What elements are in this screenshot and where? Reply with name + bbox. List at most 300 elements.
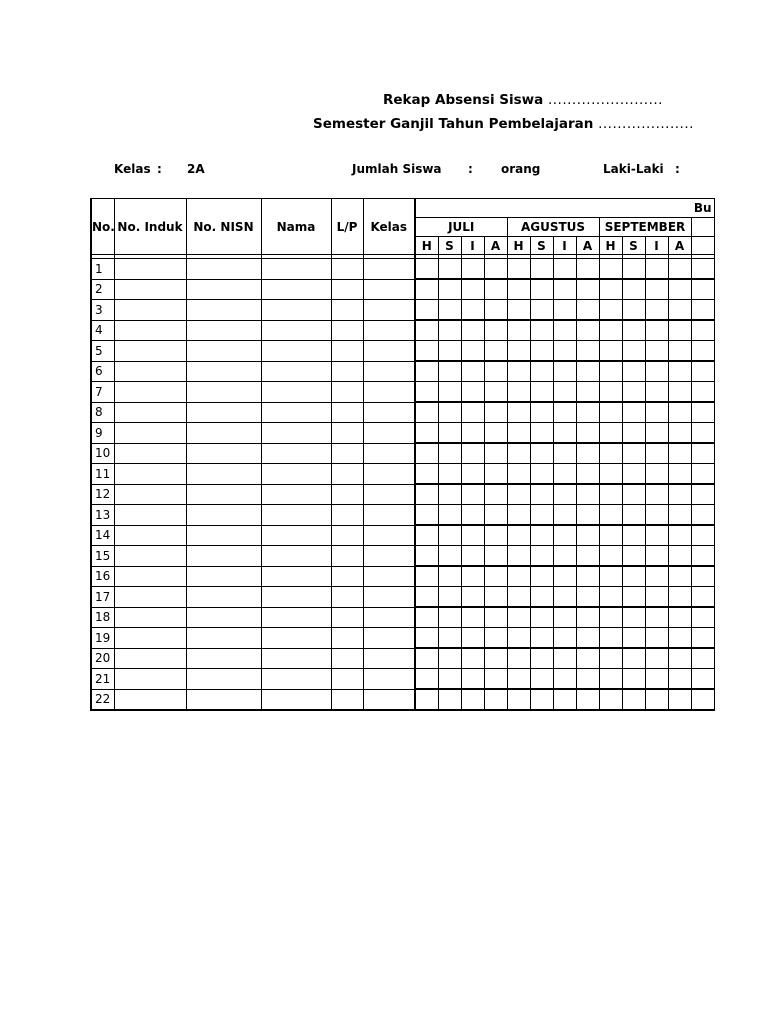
attendance-cell[interactable] [507, 300, 530, 321]
attendance-cell[interactable] [553, 382, 576, 403]
attendance-cell[interactable] [415, 505, 438, 526]
attendance-cell[interactable] [691, 648, 714, 669]
attendance-cell[interactable] [645, 382, 668, 403]
attendance-cell[interactable] [484, 423, 507, 444]
attendance-cell[interactable] [415, 341, 438, 362]
attendance-cell[interactable] [553, 628, 576, 649]
cell-lp[interactable] [331, 341, 363, 362]
attendance-cell[interactable] [622, 669, 645, 690]
attendance-cell[interactable] [530, 505, 553, 526]
attendance-cell[interactable] [507, 279, 530, 300]
attendance-cell[interactable] [599, 505, 622, 526]
attendance-cell[interactable] [461, 259, 484, 280]
cell-nama[interactable] [261, 320, 331, 341]
attendance-cell[interactable] [461, 628, 484, 649]
attendance-cell[interactable] [645, 587, 668, 608]
attendance-cell[interactable] [622, 443, 645, 464]
attendance-cell[interactable] [576, 402, 599, 423]
cell-no-nisn[interactable] [186, 546, 261, 567]
attendance-cell[interactable] [438, 320, 461, 341]
attendance-cell[interactable] [599, 607, 622, 628]
cell-nama[interactable] [261, 628, 331, 649]
attendance-cell[interactable] [553, 505, 576, 526]
cell-nama[interactable] [261, 587, 331, 608]
cell-lp[interactable] [331, 402, 363, 423]
attendance-cell[interactable] [622, 525, 645, 546]
attendance-cell[interactable] [415, 443, 438, 464]
cell-lp[interactable] [331, 259, 363, 280]
attendance-cell[interactable] [622, 300, 645, 321]
attendance-cell[interactable] [461, 566, 484, 587]
attendance-cell[interactable] [668, 607, 691, 628]
attendance-cell[interactable] [645, 689, 668, 710]
attendance-cell[interactable] [530, 382, 553, 403]
attendance-cell[interactable] [461, 587, 484, 608]
attendance-cell[interactable] [461, 382, 484, 403]
attendance-cell[interactable] [484, 628, 507, 649]
attendance-cell[interactable] [599, 628, 622, 649]
cell-no-nisn[interactable] [186, 607, 261, 628]
cell-kelas[interactable] [363, 566, 415, 587]
attendance-cell[interactable] [438, 628, 461, 649]
attendance-cell[interactable] [576, 669, 599, 690]
attendance-cell[interactable] [438, 423, 461, 444]
cell-lp[interactable] [331, 648, 363, 669]
attendance-cell[interactable] [438, 464, 461, 485]
cell-lp[interactable] [331, 361, 363, 382]
attendance-cell[interactable] [484, 546, 507, 567]
attendance-cell[interactable] [507, 341, 530, 362]
attendance-cell[interactable] [668, 525, 691, 546]
attendance-cell[interactable] [553, 648, 576, 669]
attendance-cell[interactable] [668, 669, 691, 690]
cell-no-induk[interactable] [114, 689, 186, 710]
attendance-cell[interactable] [415, 320, 438, 341]
attendance-cell[interactable] [507, 320, 530, 341]
attendance-cell[interactable] [438, 566, 461, 587]
cell-no-induk[interactable] [114, 648, 186, 669]
attendance-cell[interactable] [484, 443, 507, 464]
attendance-cell[interactable] [507, 361, 530, 382]
attendance-cell[interactable] [461, 669, 484, 690]
attendance-cell[interactable] [645, 546, 668, 567]
attendance-cell[interactable] [668, 382, 691, 403]
cell-kelas[interactable] [363, 320, 415, 341]
attendance-cell[interactable] [415, 423, 438, 444]
cell-no-nisn[interactable] [186, 443, 261, 464]
cell-no-nisn[interactable] [186, 259, 261, 280]
cell-kelas[interactable] [363, 525, 415, 546]
attendance-cell[interactable] [553, 607, 576, 628]
attendance-cell[interactable] [438, 484, 461, 505]
cell-no-induk[interactable] [114, 300, 186, 321]
cell-kelas[interactable] [363, 587, 415, 608]
cell-no-induk[interactable] [114, 525, 186, 546]
attendance-cell[interactable] [484, 464, 507, 485]
attendance-cell[interactable] [576, 525, 599, 546]
cell-nama[interactable] [261, 423, 331, 444]
attendance-cell[interactable] [530, 300, 553, 321]
attendance-cell[interactable] [599, 669, 622, 690]
attendance-cell[interactable] [438, 546, 461, 567]
attendance-cell[interactable] [415, 259, 438, 280]
attendance-cell[interactable] [599, 259, 622, 280]
attendance-cell[interactable] [438, 361, 461, 382]
cell-nama[interactable] [261, 525, 331, 546]
attendance-cell[interactable] [484, 300, 507, 321]
attendance-cell[interactable] [484, 484, 507, 505]
attendance-cell[interactable] [461, 525, 484, 546]
cell-nama[interactable] [261, 279, 331, 300]
attendance-cell[interactable] [530, 628, 553, 649]
attendance-cell[interactable] [599, 320, 622, 341]
cell-no-nisn[interactable] [186, 689, 261, 710]
attendance-cell[interactable] [691, 341, 714, 362]
cell-nama[interactable] [261, 300, 331, 321]
cell-no-nisn[interactable] [186, 525, 261, 546]
cell-no-nisn[interactable] [186, 669, 261, 690]
cell-lp[interactable] [331, 423, 363, 444]
attendance-cell[interactable] [576, 607, 599, 628]
cell-lp[interactable] [331, 382, 363, 403]
attendance-cell[interactable] [691, 484, 714, 505]
attendance-cell[interactable] [484, 587, 507, 608]
cell-no-nisn[interactable] [186, 587, 261, 608]
attendance-cell[interactable] [691, 279, 714, 300]
attendance-cell[interactable] [645, 320, 668, 341]
attendance-cell[interactable] [576, 320, 599, 341]
cell-no-induk[interactable] [114, 484, 186, 505]
attendance-cell[interactable] [576, 648, 599, 669]
attendance-cell[interactable] [576, 279, 599, 300]
attendance-cell[interactable] [668, 566, 691, 587]
attendance-cell[interactable] [668, 505, 691, 526]
attendance-cell[interactable] [691, 320, 714, 341]
attendance-cell[interactable] [438, 300, 461, 321]
attendance-cell[interactable] [576, 628, 599, 649]
attendance-cell[interactable] [668, 402, 691, 423]
attendance-cell[interactable] [438, 259, 461, 280]
attendance-cell[interactable] [530, 361, 553, 382]
attendance-cell[interactable] [691, 628, 714, 649]
attendance-cell[interactable] [645, 628, 668, 649]
cell-lp[interactable] [331, 689, 363, 710]
attendance-cell[interactable] [438, 443, 461, 464]
attendance-cell[interactable] [668, 300, 691, 321]
attendance-cell[interactable] [691, 423, 714, 444]
attendance-cell[interactable] [599, 279, 622, 300]
cell-no-induk[interactable] [114, 382, 186, 403]
attendance-cell[interactable] [691, 382, 714, 403]
cell-no-induk[interactable] [114, 505, 186, 526]
cell-no-induk[interactable] [114, 628, 186, 649]
attendance-cell[interactable] [599, 300, 622, 321]
attendance-cell[interactable] [622, 361, 645, 382]
cell-nama[interactable] [261, 402, 331, 423]
attendance-cell[interactable] [507, 607, 530, 628]
attendance-cell[interactable] [668, 484, 691, 505]
attendance-cell[interactable] [553, 484, 576, 505]
cell-kelas[interactable] [363, 382, 415, 403]
attendance-cell[interactable] [438, 341, 461, 362]
attendance-cell[interactable] [484, 361, 507, 382]
attendance-cell[interactable] [622, 587, 645, 608]
cell-nama[interactable] [261, 361, 331, 382]
attendance-cell[interactable] [461, 689, 484, 710]
attendance-cell[interactable] [507, 505, 530, 526]
attendance-cell[interactable] [691, 566, 714, 587]
cell-no-induk[interactable] [114, 361, 186, 382]
attendance-cell[interactable] [599, 566, 622, 587]
cell-kelas[interactable] [363, 464, 415, 485]
attendance-cell[interactable] [645, 607, 668, 628]
attendance-cell[interactable] [530, 566, 553, 587]
attendance-cell[interactable] [461, 464, 484, 485]
cell-no-induk[interactable] [114, 546, 186, 567]
cell-kelas[interactable] [363, 648, 415, 669]
cell-no-induk[interactable] [114, 669, 186, 690]
attendance-cell[interactable] [691, 259, 714, 280]
attendance-cell[interactable] [461, 300, 484, 321]
cell-lp[interactable] [331, 566, 363, 587]
attendance-cell[interactable] [553, 300, 576, 321]
attendance-cell[interactable] [530, 484, 553, 505]
attendance-cell[interactable] [530, 546, 553, 567]
attendance-cell[interactable] [599, 689, 622, 710]
cell-no-nisn[interactable] [186, 648, 261, 669]
attendance-cell[interactable] [507, 566, 530, 587]
attendance-cell[interactable] [553, 546, 576, 567]
cell-no-induk[interactable] [114, 587, 186, 608]
attendance-cell[interactable] [622, 464, 645, 485]
attendance-cell[interactable] [622, 566, 645, 587]
attendance-cell[interactable] [691, 587, 714, 608]
attendance-cell[interactable] [553, 525, 576, 546]
cell-lp[interactable] [331, 279, 363, 300]
attendance-cell[interactable] [576, 546, 599, 567]
attendance-cell[interactable] [507, 464, 530, 485]
attendance-cell[interactable] [553, 320, 576, 341]
cell-kelas[interactable] [363, 423, 415, 444]
cell-lp[interactable] [331, 587, 363, 608]
attendance-cell[interactable] [415, 484, 438, 505]
attendance-cell[interactable] [530, 320, 553, 341]
cell-kelas[interactable] [363, 341, 415, 362]
attendance-cell[interactable] [530, 525, 553, 546]
attendance-cell[interactable] [576, 259, 599, 280]
attendance-cell[interactable] [415, 279, 438, 300]
attendance-cell[interactable] [461, 320, 484, 341]
attendance-cell[interactable] [484, 320, 507, 341]
cell-no-nisn[interactable] [186, 628, 261, 649]
attendance-cell[interactable] [645, 505, 668, 526]
attendance-cell[interactable] [507, 484, 530, 505]
cell-no-induk[interactable] [114, 279, 186, 300]
cell-lp[interactable] [331, 669, 363, 690]
attendance-cell[interactable] [438, 402, 461, 423]
attendance-cell[interactable] [668, 279, 691, 300]
attendance-cell[interactable] [507, 689, 530, 710]
attendance-cell[interactable] [622, 259, 645, 280]
attendance-cell[interactable] [576, 566, 599, 587]
attendance-cell[interactable] [507, 402, 530, 423]
attendance-cell[interactable] [668, 587, 691, 608]
attendance-cell[interactable] [461, 546, 484, 567]
attendance-cell[interactable] [484, 505, 507, 526]
attendance-cell[interactable] [461, 341, 484, 362]
attendance-cell[interactable] [507, 628, 530, 649]
attendance-cell[interactable] [530, 443, 553, 464]
attendance-cell[interactable] [668, 546, 691, 567]
attendance-cell[interactable] [553, 279, 576, 300]
attendance-cell[interactable] [415, 361, 438, 382]
attendance-cell[interactable] [645, 464, 668, 485]
cell-kelas[interactable] [363, 505, 415, 526]
attendance-cell[interactable] [645, 566, 668, 587]
cell-no-nisn[interactable] [186, 300, 261, 321]
attendance-cell[interactable] [553, 566, 576, 587]
cell-nama[interactable] [261, 607, 331, 628]
attendance-cell[interactable] [691, 361, 714, 382]
attendance-cell[interactable] [622, 382, 645, 403]
attendance-cell[interactable] [645, 484, 668, 505]
attendance-cell[interactable] [553, 669, 576, 690]
attendance-cell[interactable] [415, 382, 438, 403]
attendance-cell[interactable] [553, 341, 576, 362]
attendance-cell[interactable] [415, 546, 438, 567]
cell-nama[interactable] [261, 546, 331, 567]
attendance-cell[interactable] [438, 279, 461, 300]
cell-no-induk[interactable] [114, 443, 186, 464]
attendance-cell[interactable] [599, 443, 622, 464]
attendance-cell[interactable] [438, 607, 461, 628]
attendance-cell[interactable] [507, 525, 530, 546]
attendance-cell[interactable] [530, 587, 553, 608]
attendance-cell[interactable] [576, 484, 599, 505]
cell-no-nisn[interactable] [186, 402, 261, 423]
cell-no-nisn[interactable] [186, 505, 261, 526]
attendance-cell[interactable] [668, 423, 691, 444]
attendance-cell[interactable] [415, 628, 438, 649]
attendance-cell[interactable] [484, 279, 507, 300]
cell-no-nisn[interactable] [186, 382, 261, 403]
attendance-cell[interactable] [668, 689, 691, 710]
attendance-cell[interactable] [576, 443, 599, 464]
cell-no-nisn[interactable] [186, 341, 261, 362]
cell-kelas[interactable] [363, 361, 415, 382]
attendance-cell[interactable] [553, 259, 576, 280]
cell-nama[interactable] [261, 689, 331, 710]
attendance-cell[interactable] [484, 689, 507, 710]
attendance-cell[interactable] [553, 423, 576, 444]
attendance-cell[interactable] [415, 669, 438, 690]
attendance-cell[interactable] [691, 505, 714, 526]
attendance-cell[interactable] [461, 505, 484, 526]
attendance-cell[interactable] [461, 443, 484, 464]
attendance-cell[interactable] [599, 648, 622, 669]
cell-lp[interactable] [331, 505, 363, 526]
attendance-cell[interactable] [599, 423, 622, 444]
attendance-cell[interactable] [576, 587, 599, 608]
attendance-cell[interactable] [484, 566, 507, 587]
attendance-cell[interactable] [622, 628, 645, 649]
attendance-cell[interactable] [415, 300, 438, 321]
cell-lp[interactable] [331, 546, 363, 567]
attendance-cell[interactable] [438, 505, 461, 526]
attendance-cell[interactable] [415, 607, 438, 628]
attendance-cell[interactable] [645, 669, 668, 690]
attendance-cell[interactable] [461, 607, 484, 628]
attendance-cell[interactable] [576, 505, 599, 526]
attendance-cell[interactable] [553, 443, 576, 464]
cell-kelas[interactable] [363, 607, 415, 628]
cell-nama[interactable] [261, 484, 331, 505]
cell-nama[interactable] [261, 648, 331, 669]
attendance-cell[interactable] [645, 259, 668, 280]
cell-no-nisn[interactable] [186, 320, 261, 341]
attendance-cell[interactable] [599, 464, 622, 485]
cell-no-nisn[interactable] [186, 566, 261, 587]
attendance-cell[interactable] [530, 648, 553, 669]
attendance-cell[interactable] [415, 587, 438, 608]
attendance-cell[interactable] [622, 341, 645, 362]
attendance-cell[interactable] [576, 382, 599, 403]
attendance-cell[interactable] [576, 300, 599, 321]
attendance-cell[interactable] [691, 525, 714, 546]
attendance-cell[interactable] [530, 669, 553, 690]
attendance-cell[interactable] [576, 341, 599, 362]
attendance-cell[interactable] [599, 361, 622, 382]
cell-no-induk[interactable] [114, 464, 186, 485]
cell-kelas[interactable] [363, 443, 415, 464]
cell-lp[interactable] [331, 320, 363, 341]
cell-lp[interactable] [331, 628, 363, 649]
attendance-cell[interactable] [622, 484, 645, 505]
attendance-cell[interactable] [461, 423, 484, 444]
attendance-cell[interactable] [576, 361, 599, 382]
cell-nama[interactable] [261, 259, 331, 280]
cell-nama[interactable] [261, 443, 331, 464]
attendance-cell[interactable] [553, 689, 576, 710]
cell-lp[interactable] [331, 443, 363, 464]
attendance-cell[interactable] [553, 402, 576, 423]
attendance-cell[interactable] [691, 607, 714, 628]
cell-kelas[interactable] [363, 546, 415, 567]
attendance-cell[interactable] [484, 607, 507, 628]
attendance-cell[interactable] [645, 341, 668, 362]
attendance-cell[interactable] [461, 648, 484, 669]
cell-lp[interactable] [331, 300, 363, 321]
cell-kelas[interactable] [363, 259, 415, 280]
attendance-cell[interactable] [530, 607, 553, 628]
attendance-cell[interactable] [553, 464, 576, 485]
attendance-cell[interactable] [599, 382, 622, 403]
attendance-cell[interactable] [622, 279, 645, 300]
attendance-cell[interactable] [668, 464, 691, 485]
attendance-cell[interactable] [622, 689, 645, 710]
attendance-cell[interactable] [438, 648, 461, 669]
cell-no-induk[interactable] [114, 607, 186, 628]
attendance-cell[interactable] [507, 259, 530, 280]
attendance-cell[interactable] [484, 341, 507, 362]
cell-no-nisn[interactable] [186, 279, 261, 300]
attendance-cell[interactable] [553, 587, 576, 608]
attendance-cell[interactable] [645, 402, 668, 423]
attendance-cell[interactable] [691, 546, 714, 567]
attendance-cell[interactable] [438, 669, 461, 690]
cell-nama[interactable] [261, 566, 331, 587]
cell-no-nisn[interactable] [186, 423, 261, 444]
